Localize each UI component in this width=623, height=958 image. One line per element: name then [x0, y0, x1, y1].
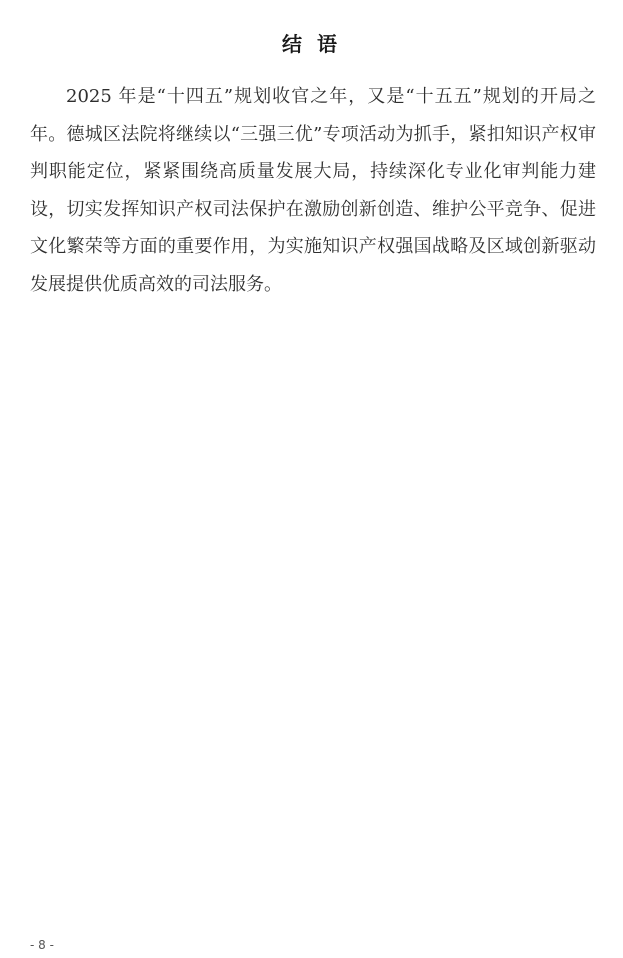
page-number: - 8 -: [30, 938, 54, 952]
body-paragraph: 2025 年是“十四五”规划收官之年，又是“十五五”规划的开局之年。德城区法院将继续以“三强三优”专项活动为抓手，紧扣知识产权审判职能定位，紧紧围绕高质量发展大局，持续深化专业化审判能力建设，切实发挥知识产权司法保护在激励创新创造、维护公平竞争、促进文化繁荣等方面的重要作用，为实施知识产权强国战略及区域创新驱动发展提供优质高效的司法服务。: [30, 86, 596, 295]
section-title: 结 语: [282, 32, 341, 56]
